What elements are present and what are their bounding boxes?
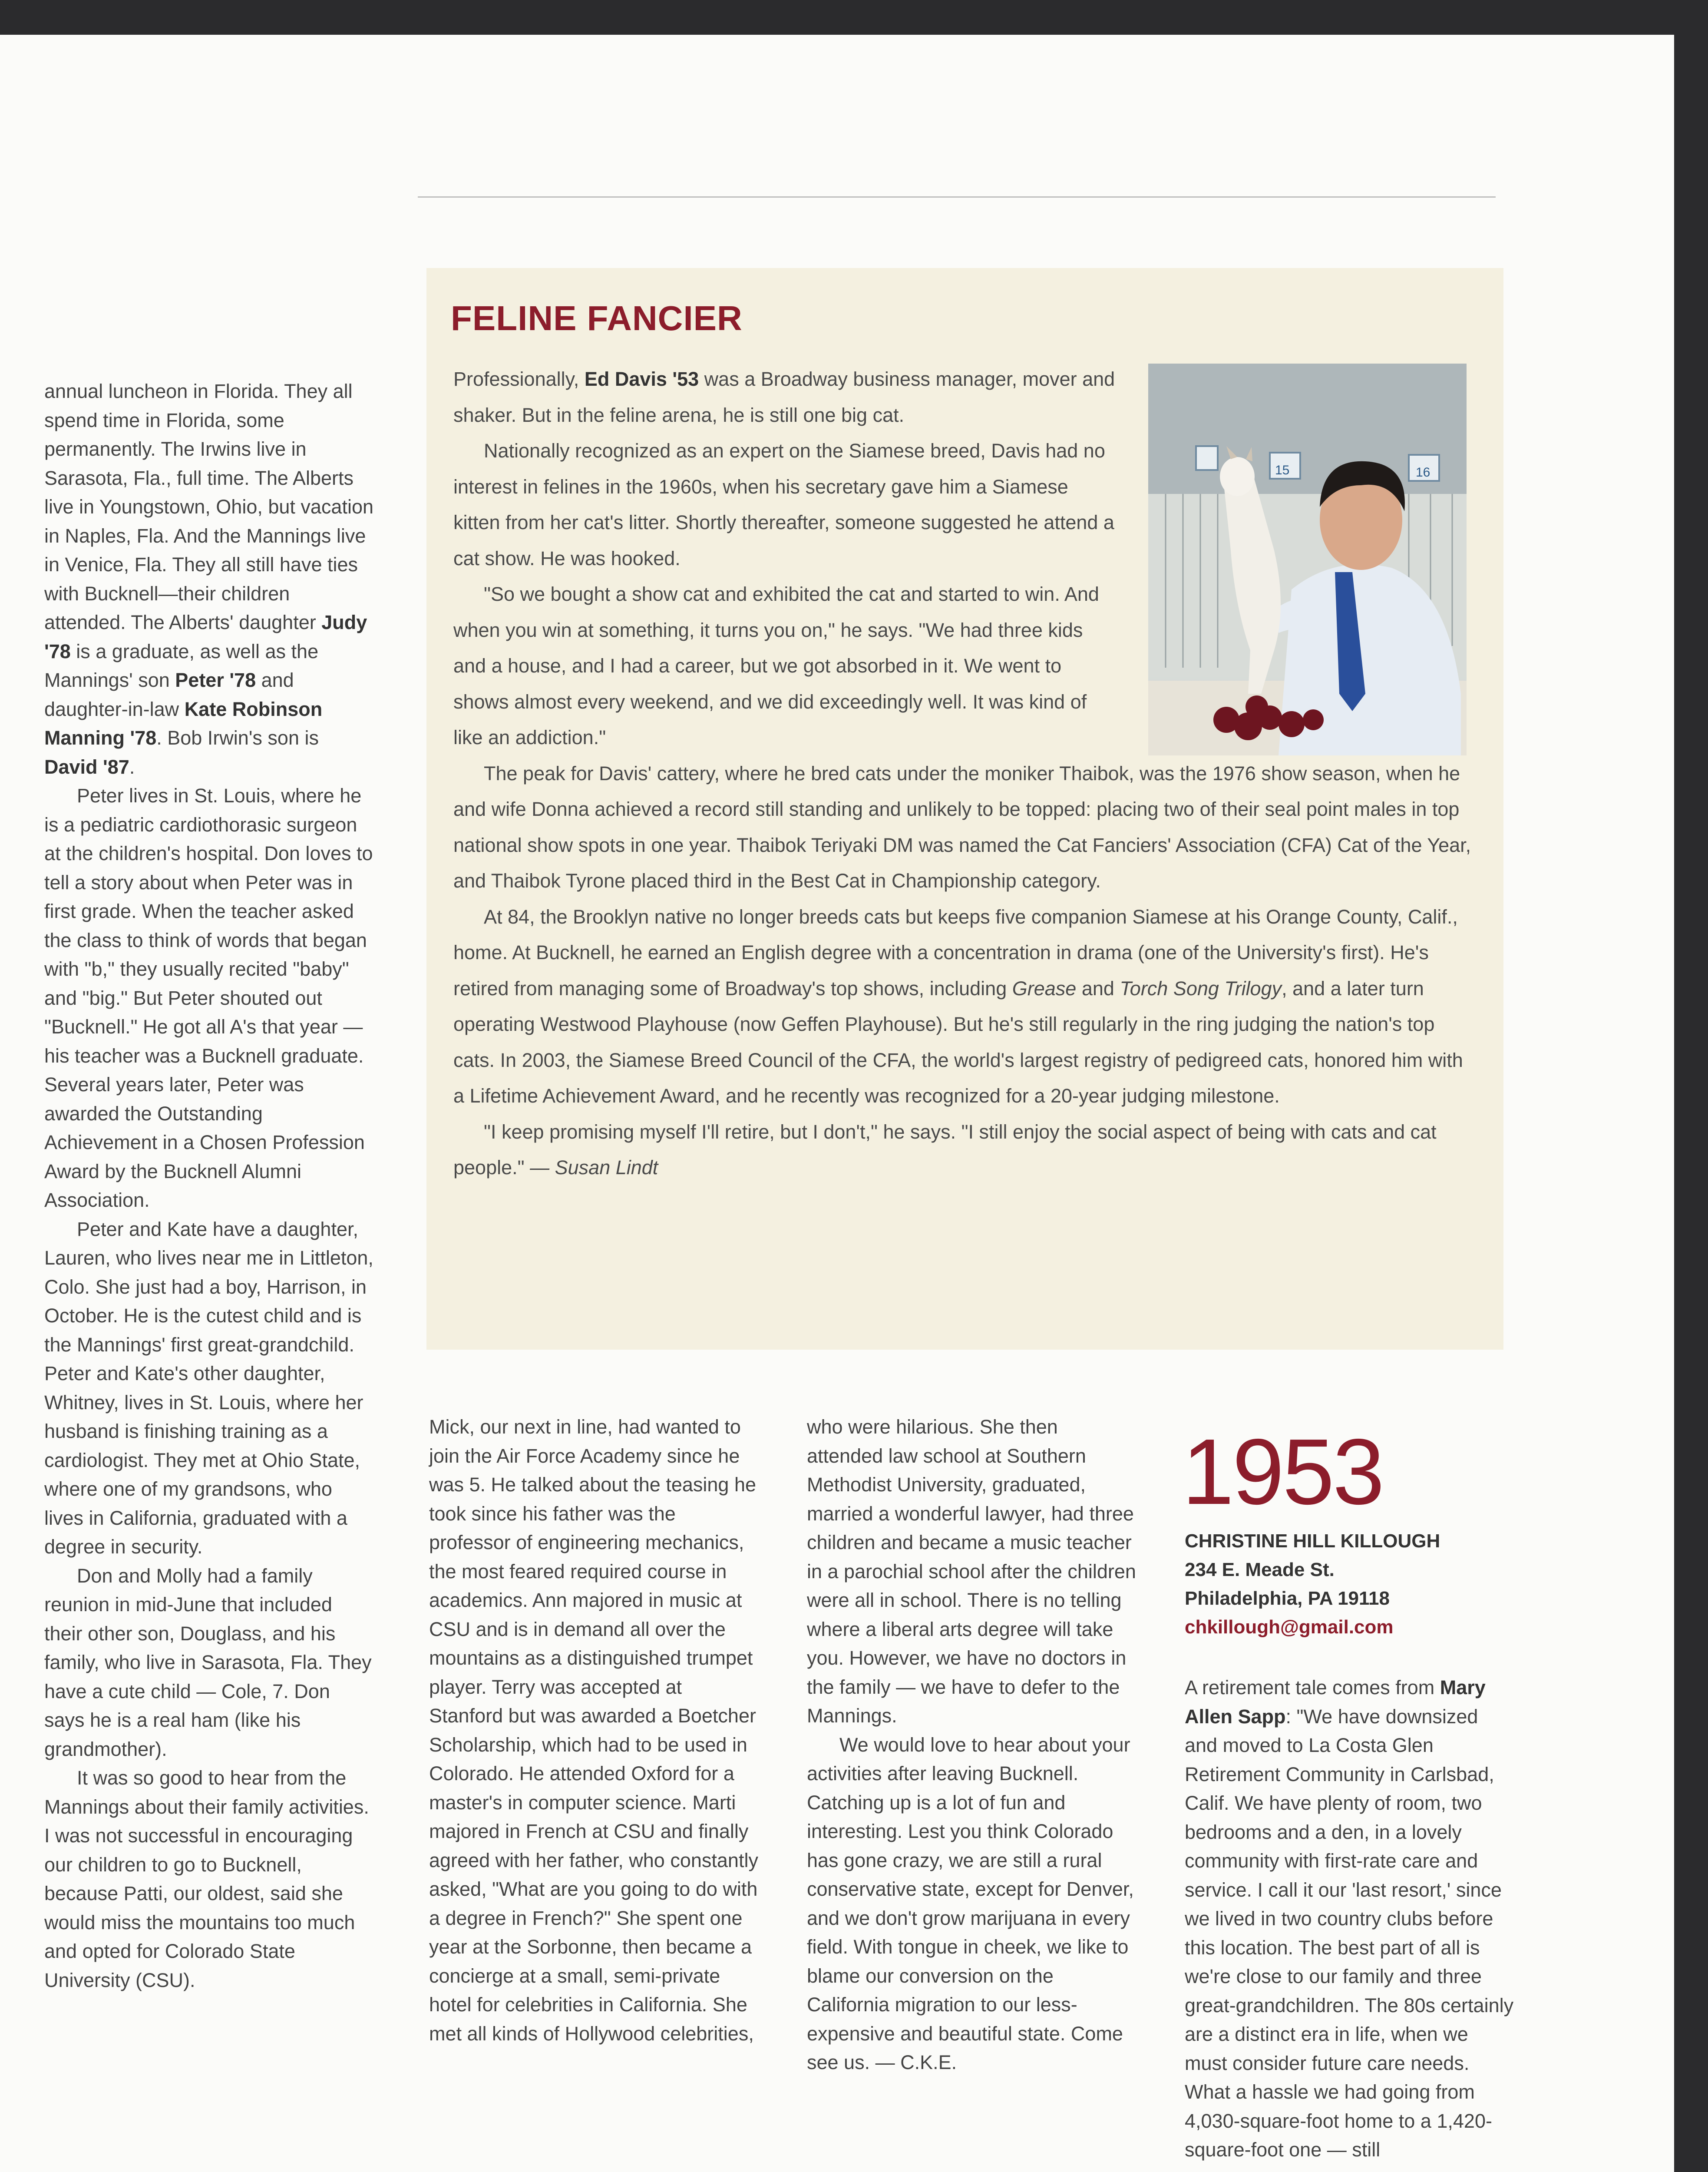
column-4 (1185, 1673, 1515, 2165)
correspondent-street: 234 E. Meade St. (1185, 1559, 1335, 1580)
col2-paragraph-1: Mick, our next in line, had wanted to join the Air Force Academy since he was 5. He talked about the teasing he took since his father was the professor of engineering mechanics, the most feared required course in academics. Ann majored in music at CSU and is in demand all over the mountains as a distinguished trumpet player. Terry was accepted at Stanford but was awarded a Boetcher Scholarship, which had to be used in Colorado. He attended Oxford for a master's in computer science. Marti majored in French at CSU and finally agreed with her father, who constantly asked, "What are you going to do with a degree in French?" She spent one year at the Sorbonne, then became a concierge at a small, semi-private hotel for celebrities in California. She met all kinds of Hollywood celebrities, (429, 1416, 758, 2045)
col3-paragraph-2: We would love to hear about your activities after leaving Bucknell. Catching up is a lot of fun and interesting. Lest you think Colorado has gone crazy, we are still a rural conservative state, except for Denver, and we don't grow marijuana in every field. With tongue in cheek, we like to blame our conversion on the California migration to our less-expensive and beautiful state. Come see us. — C.K.E. (807, 1733, 1134, 2073)
class-correspondent (1185, 1527, 1532, 1642)
correspondent-email[interactable]: chkillough@gmail.com (1185, 1616, 1394, 1638)
magazine-page (0, 35, 1674, 2172)
top-rule (418, 196, 1496, 198)
sidebar-paragraph-6: "I keep promising myself I'll retire, but I don't," he says. "I still enjoy the social aspect of being with cats and cat people." — Susan Lindt (453, 1120, 1437, 1179)
cage-tag-15: 15 (1275, 463, 1290, 477)
sidebar-paragraph-3: "So we bought a show cat and exhibited the cat and started to win. And when you win at something, it turns you on," he says. "We had three kids and a house, and I had a career, but we got absorbed in it. We went to shows almost every weekend, and we did exceedingly well. It was kind of like an addiction." (453, 583, 1099, 748)
sidebar-body (453, 361, 1474, 1186)
sidebar-paragraph-2: Nationally recognized as an expert on the Siamese breed, Davis had no interest in felines in the 1960s, when his secretary gave him a Siamese kitten from her cat's litter. Shortly thereafter, someone suggested he attend a cat show. He was hooked. (453, 440, 1114, 569)
sidebar-paragraph-4: The peak for Davis' cattery, where he bred cats under the moniker Thaibok, was the 1976 show season, when he and wife Donna achieved a record still standing and unlikely to be topped: placing two of their seal point males in top national show spots in one year. Thaibok Teriyaki DM was named the Cat Fanciers' Association (CFA) Cat of the Year, and Thaibok Tyrone placed third in the Best Cat in Championship category. (453, 762, 1471, 892)
sidebar-paragraph-5: At 84, the Brooklyn native no longer breeds cats but keeps five companion Siamese at his Orange County, Calif., home. At Bucknell, he earned an English degree with a concentration in drama (one of the University's first). He's retired from managing some of Broadway's top shows, including Grease and Torch Song Trilogy, and a later turn operating Westwood Playhouse (now Geffen Playhouse). But he's still regularly in the ring judging the nation's top cats. In 2003, the Siamese Breed Council of the CFA, the world's largest registry of pedigreed cats, honored him with a Lifetime Achievement Award, and he recently was recognized for a 20-year judging milestone. (453, 905, 1463, 1107)
col1-paragraph-1: annual luncheon in Florida. They all spend time in Florida, some permanently. The Irwins live in Sarasota, Fla., full time. The Alberts live in Youngstown, Ohio, but vacation in Naples, Fla. And the Mannings live in Venice, Fla. They all still have ties with Bucknell—their children attended. The Alberts' daughter Judy '78 is a graduate, as well as the Mannings' son Peter '78 and daughter-in-law Kate Robinson Manning '78. Bob Irwin's son is David '87. (44, 380, 374, 778)
sidebar-body-upper (453, 361, 1118, 756)
column-3 (807, 1413, 1137, 2077)
col1-paragraph-5: It was so good to hear from the Mannings about their family activities. I was not successful in encouraging our children to go to Bucknell, because Patti, our oldest, said she would miss the mountains too much and opted for Colorado State University (CSU). (44, 1767, 369, 1991)
sidebar-paragraph-1: Professionally, Ed Davis '53 was a Broadway business manager, mover and shaker. But in the feline arena, he is still one big cat. (453, 368, 1115, 426)
correspondent-city: Philadelphia, PA 19118 (1185, 1588, 1390, 1609)
col3-paragraph-1: who were hilarious. She then attended law school at Southern Methodist University, graduated, married a wonderful lawyer, had three children and became a music teacher in a parochial school after the children were all in school. There is no telling where a liberal arts degree will take you. However, we have no doctors in the family — we have to defer to the Mannings. (807, 1416, 1136, 1727)
col1-paragraph-3: Peter and Kate have a daughter, Lauren, who lives near me in Littleton, Colo. She just had a boy, Harrison, in October. He is the cutest child and is the Mannings' first great-grandchild. Peter and Kate's other daughter, Whitney, lives in St. Louis, where her husband is finishing training as a cardiologist. They met at Ohio State, where one of my grandsons, who lives in California, graduated with a degree in security. (44, 1218, 373, 1558)
sidebar-title: FELINE FANCIER (451, 299, 743, 338)
cage-tag-16: 16 (1416, 465, 1430, 480)
column-1 (44, 377, 374, 1995)
col1-paragraph-4: Don and Molly had a family reunion in mid-June that included their other son, Douglass, and his family, who live in Sarasota, Fla. They have a cute child — Cole, 7. Don says he is a real ham (like his grandmother). (44, 1564, 372, 1760)
class-year: 1953 (1182, 1419, 1383, 1524)
byline: — Susan Lindt (530, 1156, 658, 1179)
col1-paragraph-2: Peter lives in St. Louis, where he is a pediatric cardiothorasic surgeon at the children's hospital. Don loves to tell a story about when Peter was in first grade. When the teacher asked the class to think of words that began with "b," they usually recited "baby" and "big." But Peter shouted out "Bucknell." He got all A's that year — his teacher was a Bucknell graduate. Several years later, Peter was awarded the Outstanding Achievement in a Chosen Profession Award by the Bucknell Alumni Association. (44, 785, 373, 1211)
column-2 (429, 1413, 759, 2048)
col4-paragraph-1: A retirement tale comes from Mary Allen Sapp: "We have downsized and moved to La Costa Glen Retirement Community in Carlsbad, Calif. We have plenty of room, two bedrooms and a den, in a lovely community with first-rate care and service. I call it our 'last resort,' since we lived in two country clubs before this location. The best part of all is we're close to our family and three great-grandchildren. The 80s certainly are a distinct era in life, when we must consider future care needs. What a hassle we had going from 4,030-square-foot home to a 1,420-square-foot one — still (1185, 1676, 1514, 2161)
correspondent-name: CHRISTINE HILL KILLOUGH (1185, 1530, 1440, 1552)
feline-fancier-sidebar (426, 268, 1503, 1350)
